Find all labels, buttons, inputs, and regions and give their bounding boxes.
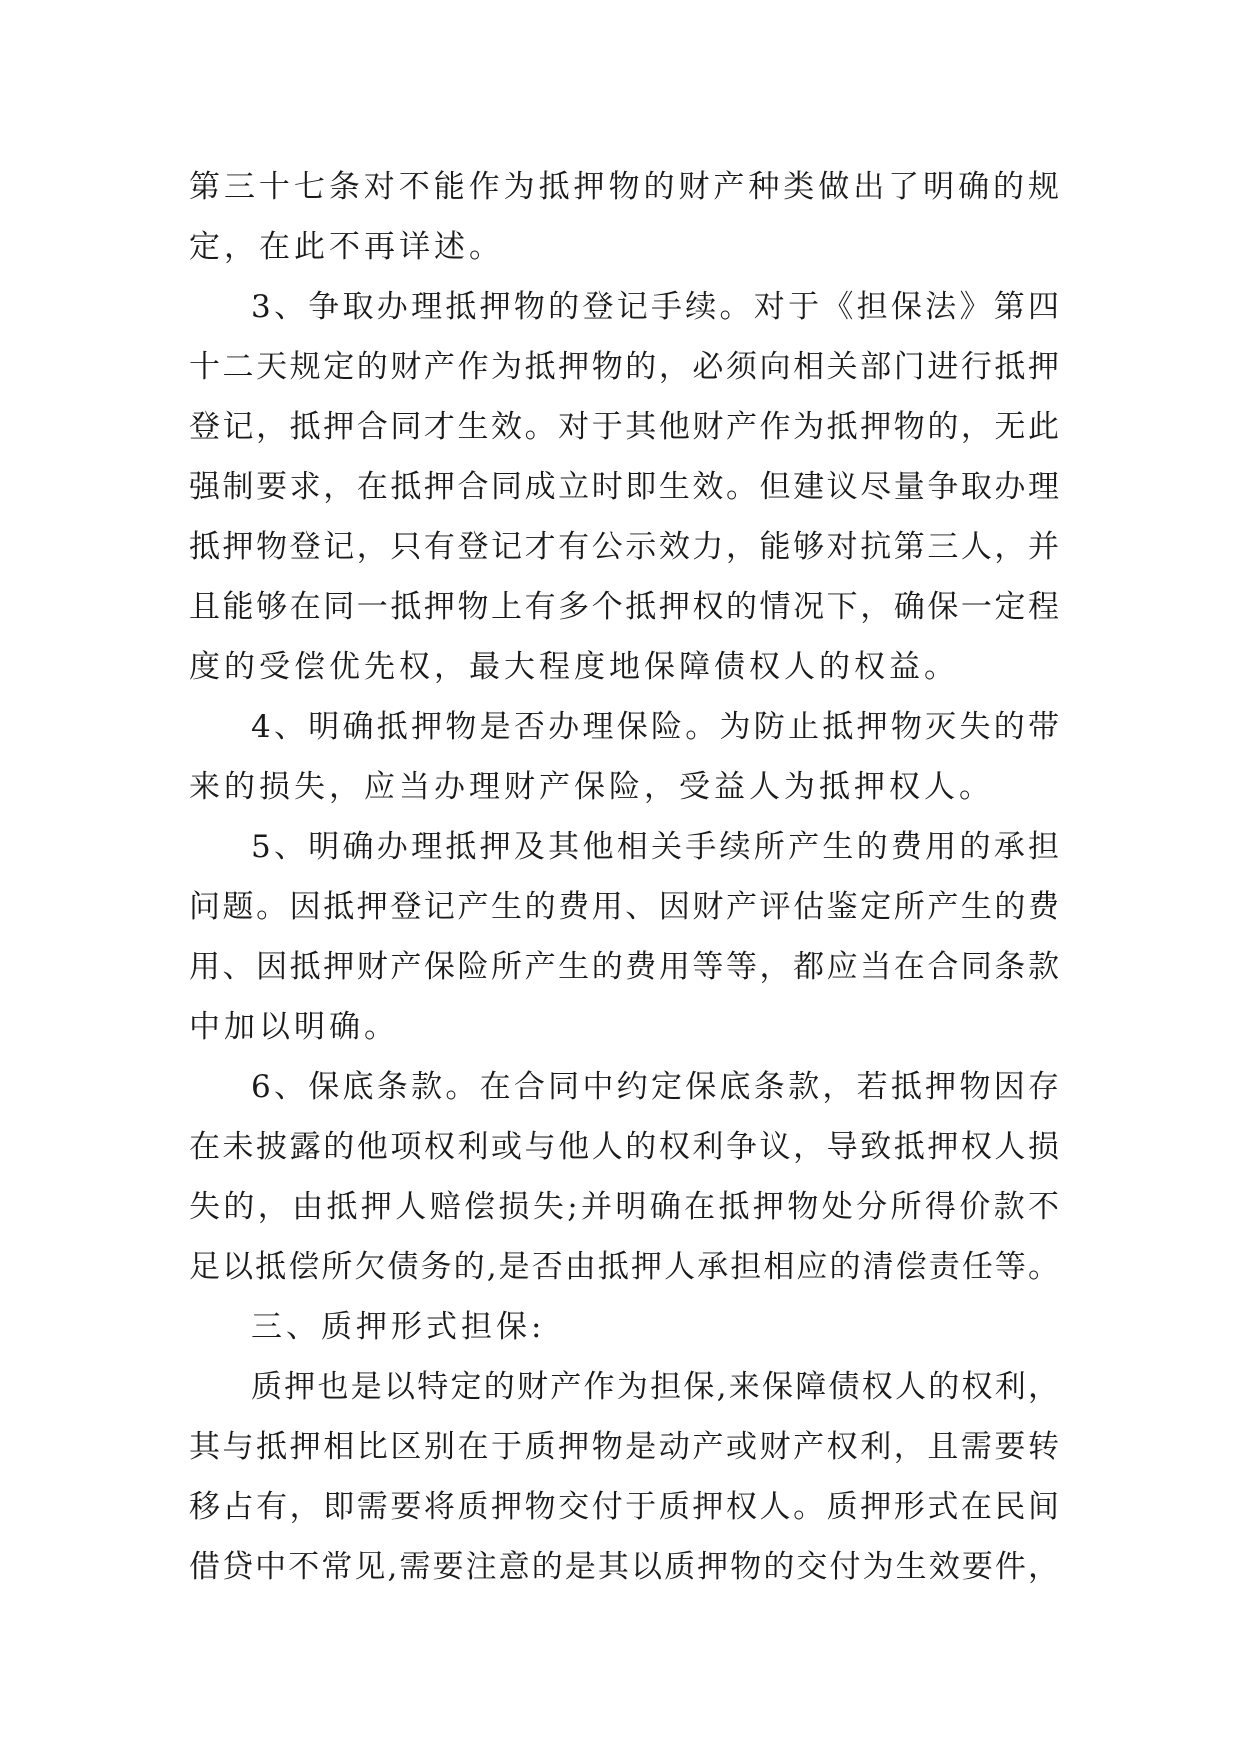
text-line: 登记，抵押合同才生效。对于其他财产作为抵押物的，无此 <box>189 409 1059 445</box>
text-line: 借贷中不常见,需要注意的是其以质押物的交付为生效要件， <box>189 1549 1059 1585</box>
text-line: 第三十七条对不能作为抵押物的财产种类做出了明确的规 <box>189 169 1059 205</box>
text-line: 十二天规定的财产作为抵押物的，必须向相关部门进行抵押 <box>189 349 1059 385</box>
document-body <box>189 157 1059 1597</box>
text-line: 来的损失，应当办理财产保险，受益人为抵押权人。 <box>189 769 994 805</box>
text-line: 强制要求，在抵押合同成立时即生效。但建议尽量争取办理 <box>189 469 1059 505</box>
text-line: 5、明确办理抵押及其他相关手续所产生的费用的承担 <box>251 829 1059 865</box>
text-line: 失的，由抵押人赔偿损失;并明确在抵押物处分所得价款不 <box>189 1189 1059 1225</box>
text-line: 抵押物登记，只有登记才有公示效力，能够对抗第三人，并 <box>189 529 1059 565</box>
text-line: 中加以明确。 <box>189 1009 399 1045</box>
text-line: 其与抵押相比区别在于质押物是动产或财产权利，且需要转 <box>189 1429 1059 1465</box>
text-line: 移占有，即需要将质押物交付于质押权人。质押形式在民间 <box>189 1489 1059 1525</box>
text-line: 足以抵偿所欠债务的,是否由抵押人承担相应的清偿责任等。 <box>189 1249 1059 1285</box>
text-line: 6、保底条款。在合同中约定保底条款，若抵押物因存 <box>251 1069 1059 1105</box>
text-line: 且能够在同一抵押物上有多个抵押权的情况下，确保一定程 <box>189 589 1059 625</box>
text-line: 在未披露的他项权利或与他人的权利争议，导致抵押权人损 <box>189 1129 1059 1165</box>
text-line: 问题。因抵押登记产生的费用、因财产评估鉴定所产生的费 <box>189 889 1059 925</box>
text-line: 4、明确抵押物是否办理保险。为防止抵押物灭失的带 <box>251 709 1059 745</box>
text-line: 3、争取办理抵押物的登记手续。对于《担保法》第四 <box>251 289 1059 325</box>
text-line: 度的受偿优先权，最大程度地保障债权人的权益。 <box>189 649 959 685</box>
text-line: 定，在此不再详述。 <box>189 229 504 265</box>
text-line: 用、因抵押财产保险所产生的费用等等，都应当在合同条款 <box>189 949 1059 985</box>
text-line: 质押也是以特定的财产作为担保,来保障债权人的权利， <box>251 1369 1059 1405</box>
text-line: 三、质押形式担保: <box>251 1309 546 1345</box>
